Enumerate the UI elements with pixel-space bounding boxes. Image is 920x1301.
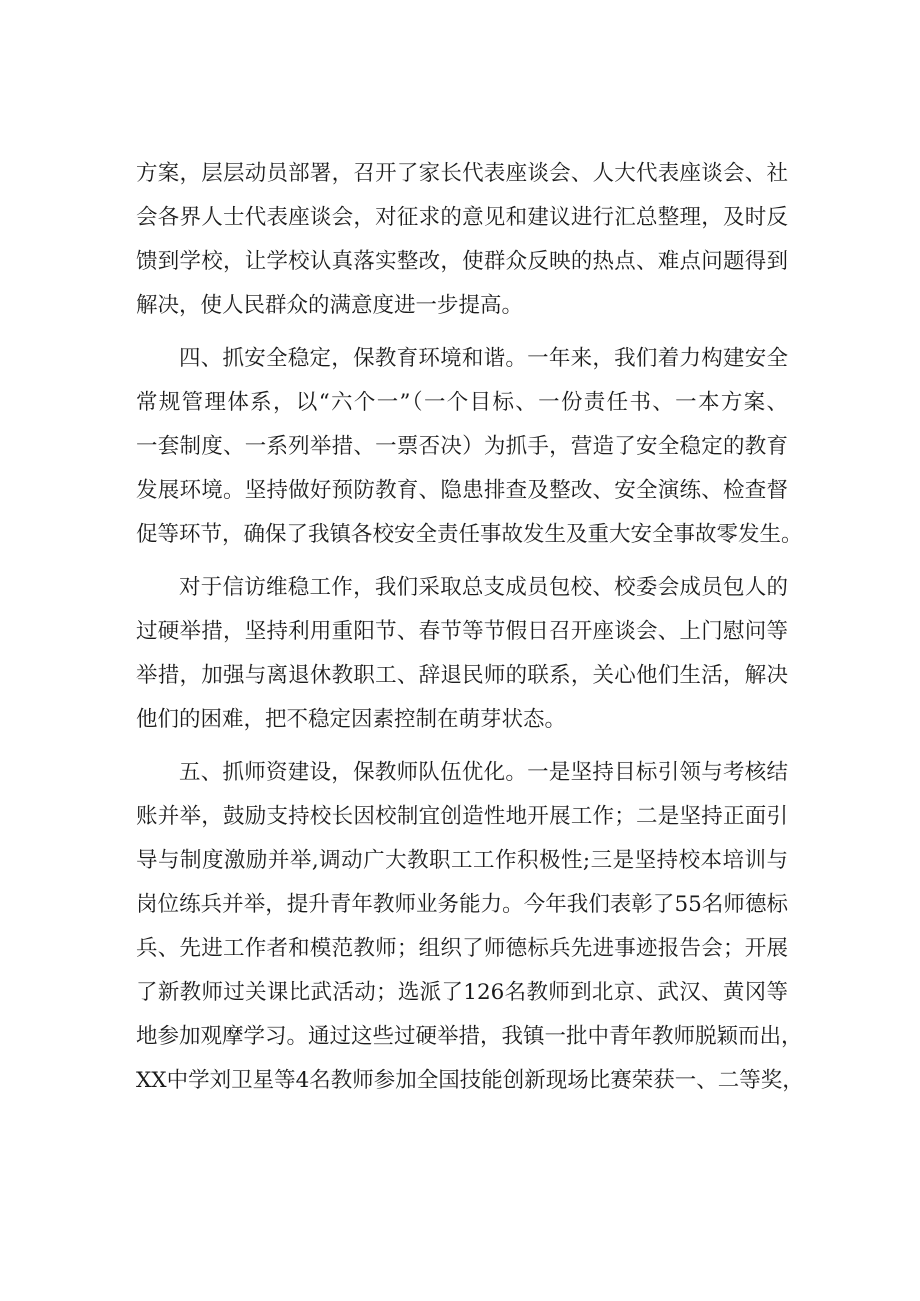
text-line: 会各界人士代表座谈会，对征求的意见和建议进行汇总整理，及时反 bbox=[136, 205, 788, 230]
text-line: 岗位练兵并举，提升青年教师业务能力。今年我们表彰了55名师德标 bbox=[136, 892, 788, 917]
text-line: 账并举，鼓励支持校长因校制宜创造性地开展工作；二是坚持正面引 bbox=[136, 804, 788, 829]
text-line: 举措，加强与离退休教职工、辞退民师的联系，关心他们生活，解决 bbox=[136, 663, 788, 688]
text-line: 对于信访维稳工作，我们采取总支成员包校、校委会成员包人的 bbox=[179, 575, 788, 600]
text-line: 过硬举措，坚持利用重阳节、春节等节假日召开座谈会、上门慰问等 bbox=[136, 619, 788, 644]
text-line: 地参加观摩学习。通过这些过硬举措，我镇一批中青年教师脱颖而出， bbox=[136, 1024, 803, 1049]
text-line: 方案，层层动员部署，召开了家长代表座谈会、人大代表座谈会、社 bbox=[136, 161, 788, 186]
text-line: 了新教师过关课比武活动；选派了126名教师到北京、武汉、黄冈等 bbox=[136, 980, 788, 1005]
text-line: 四、抓安全稳定，保教育环境和谐。一年来，我们着力构建安全 bbox=[179, 346, 788, 371]
document-body bbox=[136, 152, 804, 1103]
text-line: 促等环节，确保了我镇各校安全责任事故发生及重大安全事故零发生。 bbox=[136, 522, 803, 547]
text-line: 一套制度、一系列举措、一票否决）为抓手，营造了安全稳定的教育 bbox=[136, 434, 788, 459]
paragraph-3 bbox=[136, 566, 788, 742]
paragraph-2 bbox=[136, 337, 803, 557]
text-line: XX中学刘卫星等4名教师参加全国技能创新现场比赛荣获一、二等奖， bbox=[136, 1068, 804, 1093]
text-line: 馈到学校，让学校认真落实整改，使群众反映的热点、难点问题得到 bbox=[136, 249, 788, 274]
text-line: 他们的困难，把不稳定因素控制在萌芽状态。 bbox=[136, 707, 567, 732]
text-line: 兵、先进工作者和模范教师；组织了师德标兵先进事迹报告会；开展 bbox=[136, 936, 788, 961]
text-line: 解决，使人民群众的满意度进一步提高。 bbox=[136, 293, 524, 318]
paragraph-1 bbox=[136, 152, 788, 328]
text-line: 发展环境。坚持做好预防教育、隐患排查及整改、安全演练、检查督 bbox=[136, 478, 788, 503]
text-line: 导与制度激励并举,调动广大教职工工作积极性;三是坚持校本培训与 bbox=[136, 848, 788, 873]
paragraph-4 bbox=[136, 751, 804, 1103]
text-line: 五、抓师资建设，保教师队伍优化。一是坚持目标引领与考核结 bbox=[179, 760, 788, 785]
text-line: 常规管理体系，以“六个一”（一个目标、一份责任书、一本方案、 bbox=[136, 390, 788, 415]
